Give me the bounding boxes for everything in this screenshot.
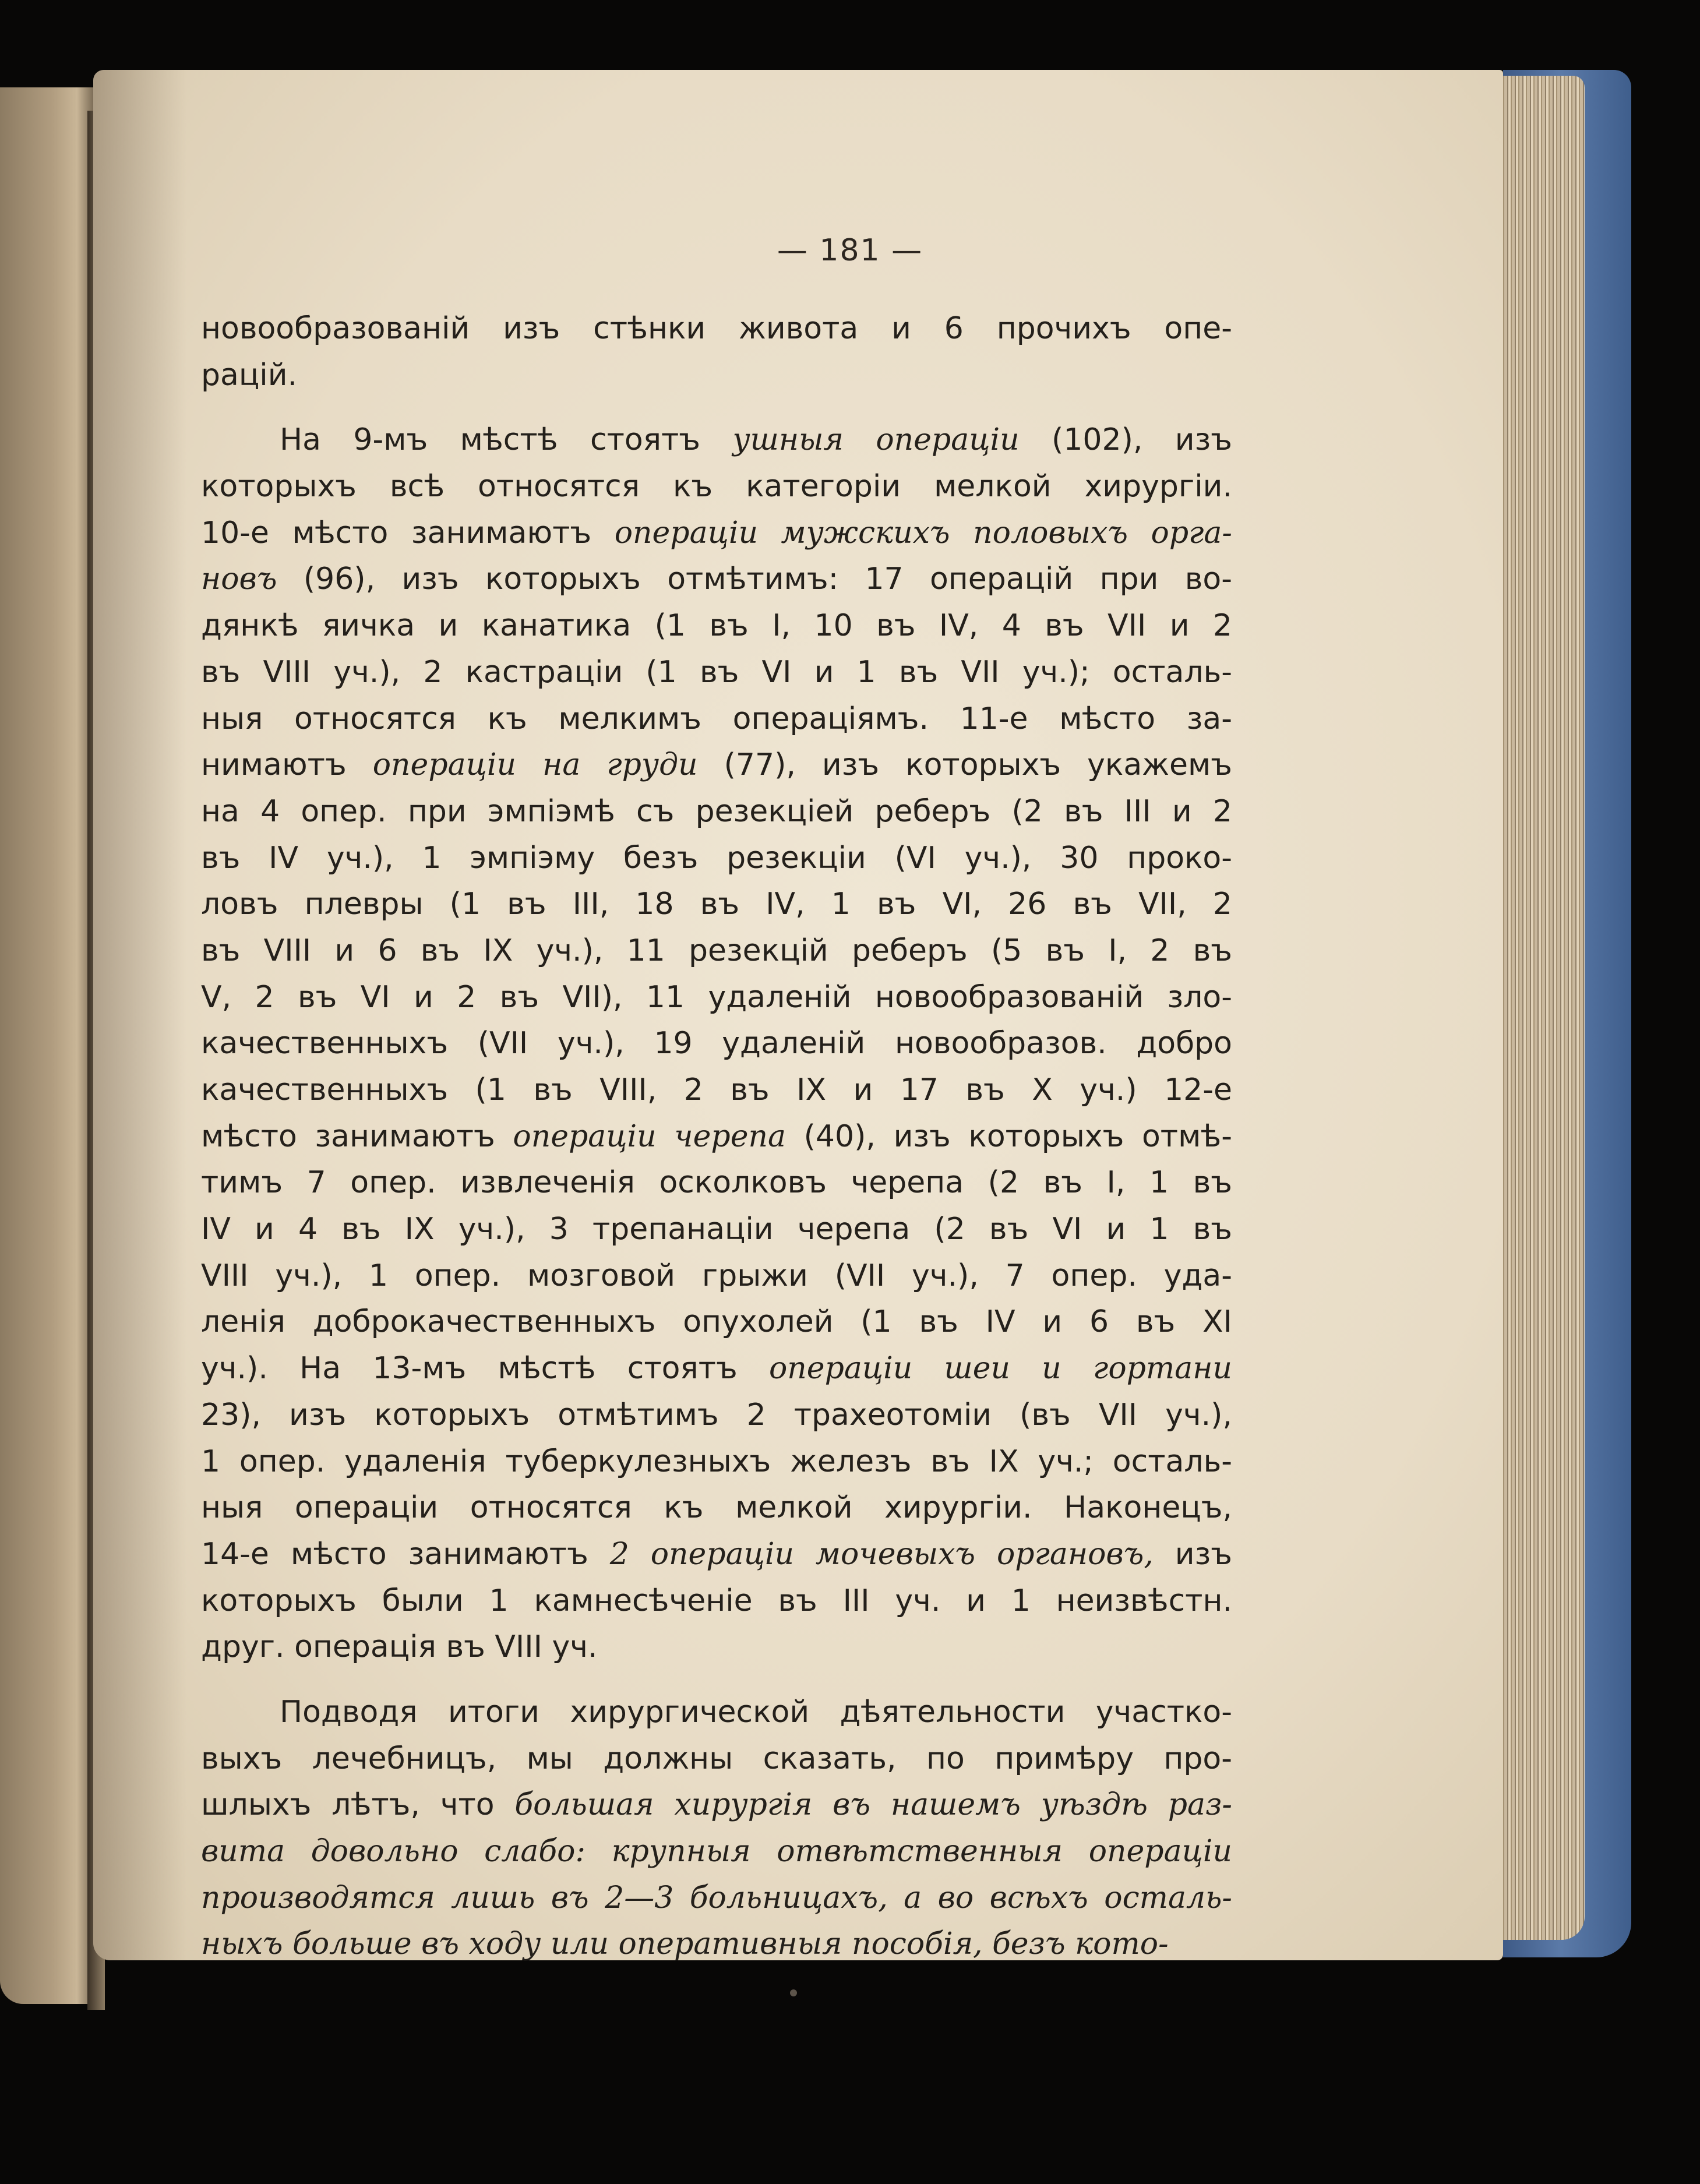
text-line (201, 1782, 1232, 1829)
page-number: — 181 — (777, 233, 923, 268)
text-line (201, 881, 1232, 928)
text-line (201, 1021, 1232, 1067)
text-line (201, 742, 1232, 789)
text-run: выхъ лечебницъ, мы должны сказать, по примѣру про- (201, 1741, 1232, 1776)
text-line (201, 1114, 1232, 1160)
text-line (201, 835, 1232, 882)
text-run: въ IV уч.), 1 эмпіэму безъ резекціи (VI уч.), 30 проко- (201, 840, 1232, 876)
text-run: мѣсто занимаютъ (201, 1119, 513, 1154)
italic-text: новъ (201, 562, 277, 597)
italic-text: операціи мужскихъ половыхъ орга- (614, 515, 1232, 551)
text-run: въ VIII и 6 въ IX уч.), 11 резекцій реберъ (5 въ I, 2 въ (201, 933, 1232, 968)
italic-text: ушныя операціи (732, 422, 1020, 458)
text-line (201, 1532, 1232, 1578)
text-run: (96), изъ которыхъ отмѣтимъ: 17 операцій при во- (277, 562, 1232, 597)
text-run: въ VIII уч.), 2 кастраціи (1 въ VI и 1 въ VII уч.); осталь- (201, 654, 1232, 690)
text-line (201, 1485, 1232, 1532)
text-run: ловъ плевры (1 въ III, 18 въ IV, 1 въ VI, 26 въ VII, 2 (201, 887, 1232, 922)
text-run: качественныхъ (1 въ VIII, 2 въ IX и 17 въ X уч.) 12-е (201, 1072, 1232, 1107)
text-line (201, 603, 1232, 650)
text-run: на 4 опер. при эмпіэмѣ съ резекціей реберъ (2 въ III и 2 (201, 793, 1232, 829)
text-line (201, 928, 1232, 975)
text-line (201, 464, 1232, 510)
body-text (201, 306, 1232, 1968)
text-run: 10-е мѣсто занимаютъ (201, 515, 615, 551)
text-line (201, 1439, 1232, 1486)
paragraph-gap (201, 398, 1232, 417)
text-line (201, 1160, 1232, 1206)
paragraph-gap (201, 1671, 1232, 1689)
text-line (201, 352, 1232, 399)
text-line (201, 417, 1232, 464)
text-run: рацій. (201, 357, 298, 393)
text-run: 14-е мѣсто занимаютъ (201, 1536, 610, 1572)
text-line (201, 1299, 1232, 1346)
text-run: (77), изъ которыхъ укажемъ (697, 747, 1232, 783)
text-run: VIII уч.), 1 опер. мозговой грыжи (VII уч.), 7 опер. уда- (201, 1258, 1232, 1293)
italic-text: большая хирургія въ нашемъ уѣздѣ раз- (514, 1787, 1232, 1823)
text-run: шлыхъ лѣтъ, что (201, 1787, 515, 1823)
text-run: Подводя итоги хирургической дѣятельности участко- (280, 1694, 1232, 1730)
text-run: нимаютъ (201, 747, 373, 783)
text-run: друг. операція въ VIII уч. (201, 1629, 598, 1665)
text-run: которыхъ были 1 камнесѣченіе въ III уч. и 1 неизвѣстн. (201, 1583, 1232, 1618)
text-line (201, 306, 1232, 352)
text-run: 23), изъ которыхъ отмѣтимъ 2 трахеотоміи (въ VII уч.), (201, 1397, 1232, 1433)
text-run: V, 2 въ VI и 2 въ VII), 11 удаленій новообразованій зло- (201, 979, 1232, 1015)
ink-dot (790, 1989, 797, 1996)
text-line (201, 1206, 1232, 1253)
text-run: новообразованій изъ стѣнки живота и 6 прочихъ опе- (201, 311, 1232, 346)
text-line (201, 1689, 1232, 1736)
italic-text: производятся лишь въ 2—3 больницахъ, а во всѣхъ осталь- (201, 1880, 1232, 1915)
text-line (201, 1392, 1232, 1439)
text-run: IV и 4 въ IX уч.), 3 трепанаціи черепа (2 въ VI и 1 въ (201, 1212, 1232, 1247)
text-line (201, 1346, 1232, 1392)
page-shadow (93, 70, 186, 1960)
text-run: (40), изъ которыхъ отмѣ- (785, 1119, 1232, 1154)
text-line (201, 1067, 1232, 1114)
italic-text: операціи шеи и гортани (769, 1351, 1232, 1386)
italic-text: ныхъ больше въ ходу или оперативныя пособія, безъ кото- (201, 1927, 1169, 1962)
text-run: ныя операціи относятся къ мелкой хирургіи. Наконецъ, (201, 1490, 1232, 1526)
text-line (201, 510, 1232, 557)
italic-text: операціи черепа (513, 1119, 786, 1154)
text-line (201, 556, 1232, 603)
text-run: которыхъ всѣ относятся къ категоріи мелкой хирургіи. (201, 469, 1232, 504)
text-run: 1 опер. удаленія туберкулезныхъ железъ въ IX уч.; осталь- (201, 1444, 1232, 1479)
text-line (201, 1624, 1232, 1671)
text-run: (102), изъ (1019, 422, 1232, 458)
text-line (201, 1829, 1232, 1875)
text-run: ныя относятся къ мелкимъ операціямъ. 11-е мѣсто за- (201, 701, 1232, 736)
text-run: качественныхъ (VII уч.), 19 удаленій новообразов. добро (201, 1026, 1232, 1061)
text-line (201, 1921, 1232, 1968)
italic-text: вита довольно слабо: крупныя отвѣтственныя операціи (201, 1834, 1232, 1869)
text-run: дянкѣ яичка и канатика (1 въ I, 10 въ IV, 4 въ VII и 2 (201, 608, 1232, 644)
italic-text: 2 операціи мочевыхъ органовъ, (609, 1536, 1154, 1572)
italic-text: операціи на груди (372, 747, 698, 783)
text-run: На 9-мъ мѣстѣ стоятъ (280, 422, 733, 458)
text-run: уч.). На 13-мъ мѣстѣ стоятъ (201, 1351, 769, 1386)
text-line (201, 696, 1232, 743)
text-line (201, 1578, 1232, 1625)
left-page-edge (0, 87, 96, 2004)
text-line (201, 1875, 1232, 1922)
text-line (201, 1736, 1232, 1783)
text-run: изъ (1153, 1536, 1232, 1572)
text-line (201, 789, 1232, 835)
text-run: ленія доброкачественныхъ опухолей (1 въ IV и 6 въ XI (201, 1304, 1232, 1340)
text-line (201, 1253, 1232, 1300)
text-run: тимъ 7 опер. извлеченія осколковъ черепа (2 въ I, 1 въ (201, 1165, 1232, 1201)
text-line (201, 650, 1232, 696)
text-line (201, 975, 1232, 1021)
